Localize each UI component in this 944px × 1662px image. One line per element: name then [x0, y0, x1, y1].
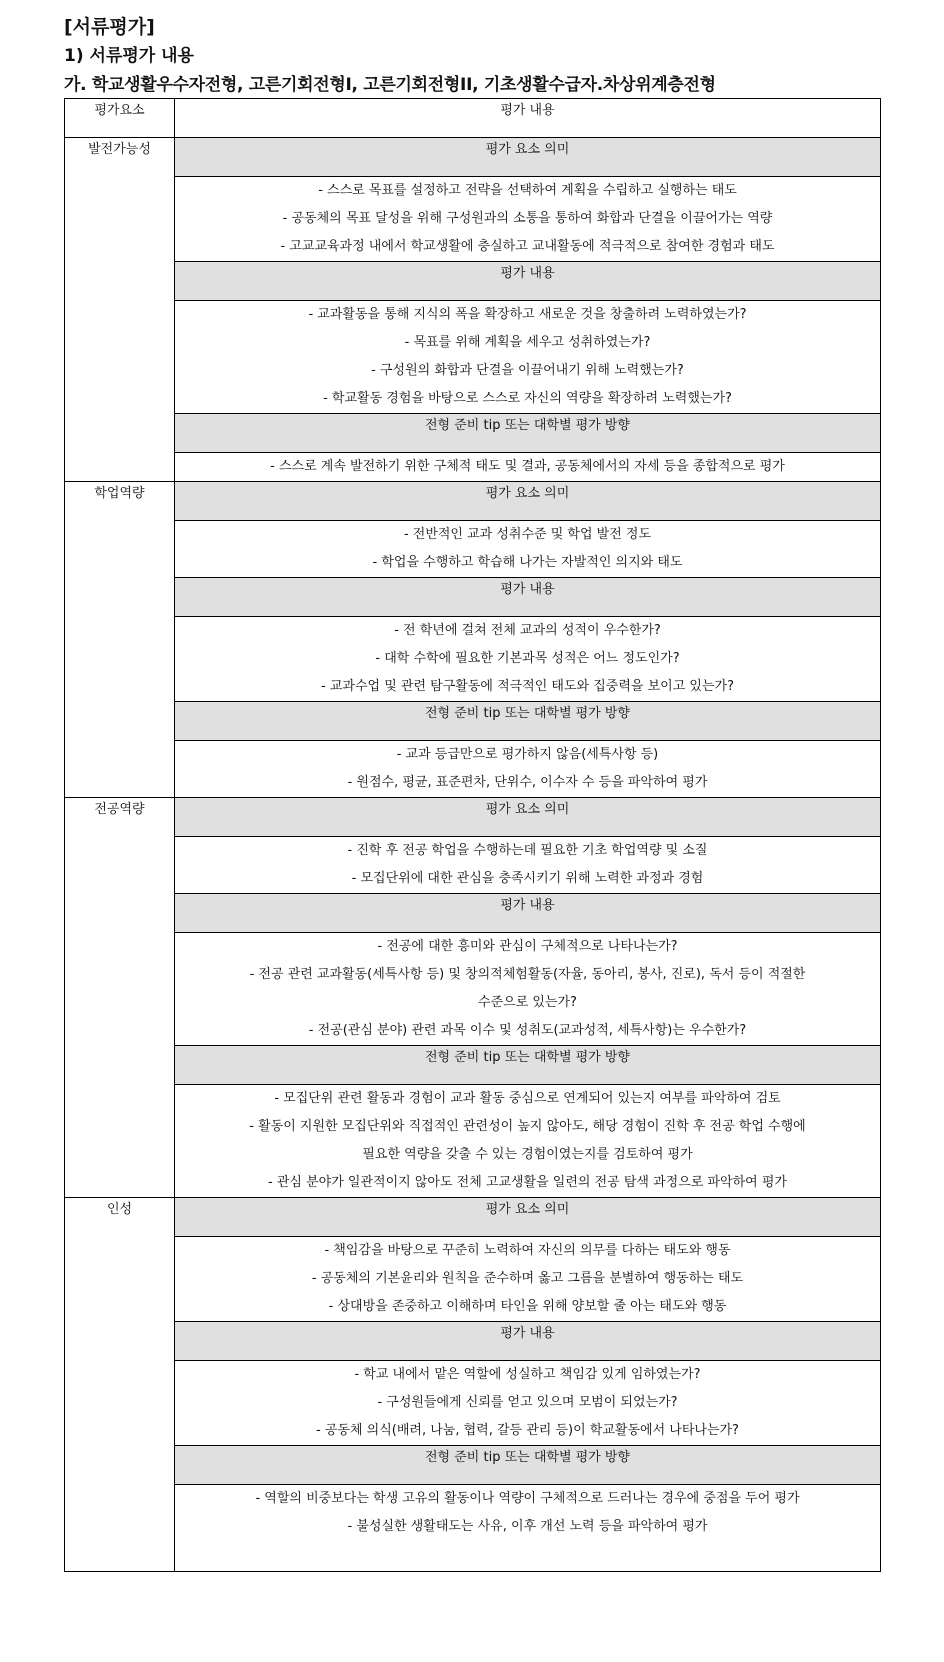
content-line: - 전공에 대한 흥미와 관심이 구체적으로 나타나는가?	[377, 939, 678, 954]
section-body-row	[65, 301, 881, 414]
content-line: - 교과수업 및 관련 탐구활동에 적극적인 태도와 집중력을 보이고 있는가?	[321, 679, 734, 694]
content-line: - 책임감을 바탕으로 꾸준히 노력하여 자신의 의무를 다하는 태도와 행동	[324, 1243, 731, 1258]
table-header-row	[65, 99, 881, 138]
section-label-row	[65, 138, 881, 177]
document-headings	[64, 12, 924, 100]
content-line: - 교과 등급만으로 평가하지 않음(세특사항 등)	[396, 747, 659, 762]
evaluation-table-body	[65, 99, 881, 1572]
section-body	[175, 1361, 881, 1446]
content-line: - 모집단위 관련 활동과 경험이 교과 활동 중심으로 연계되어 있는지 여부를 파악하여 검토	[274, 1091, 781, 1106]
content-line: - 학교활동 경험을 바탕으로 스스로 자신의 역량을 확장하려 노력했는가?	[323, 391, 732, 406]
section-body	[175, 1485, 881, 1572]
content-line: - 원점수, 평균, 표준편차, 단위수, 이수자 수 등을 파악하여 평가	[347, 775, 708, 790]
section-label: 평가 요소 의미	[175, 138, 881, 177]
content-line: - 역할의 비중보다는 학생 고유의 활동이나 역량이 구체적으로 드러나는 경우에 중점을 두어 평가	[255, 1491, 800, 1506]
section-body-row	[65, 741, 881, 798]
section-label: 평가 요소 의미	[175, 482, 881, 521]
section-label-row	[65, 578, 881, 617]
content-line: - 공동체의 기본윤리와 원칙을 준수하며 옳고 그름을 분별하여 행동하는 태도	[311, 1271, 744, 1286]
section-label: 전형 준비 tip 또는 대학별 평가 방향	[175, 702, 881, 741]
section-body-row	[65, 453, 881, 482]
section-body-row	[65, 1237, 881, 1322]
section-body	[175, 933, 881, 1046]
content-line: - 구성원의 화합과 단결을 이끌어내기 위해 노력했는가?	[371, 363, 684, 378]
header-evaluation-content: 평가 내용	[175, 99, 881, 138]
content-line: - 상대방을 존중하고 이해하며 타인을 위해 양보할 줄 아는 태도와 행동	[328, 1299, 727, 1314]
section-body-row	[65, 617, 881, 702]
section-label: 전형 준비 tip 또는 대학별 평가 방향	[175, 1446, 881, 1485]
section-body-row	[65, 521, 881, 578]
section-label: 평가 내용	[175, 894, 881, 933]
content-line: - 불성실한 생활태도는 사유, 이후 개선 노력 등을 파악하여 평가	[347, 1519, 708, 1534]
section-body	[175, 301, 881, 414]
subsection-title: 가. 학교생활우수자전형, 고른기회전형I, 고른기회전형II, 기초생활수급자.차상위계층전형	[64, 75, 716, 95]
content-line: - 전공 관련 교과활동(세특사항 등) 및 창의적체험활동(자율, 동아리, 봉사, 진로), 독서 등이 적절한	[249, 967, 806, 982]
content-line: 필요한 역량을 갖출 수 있는 경험이였는지를 검토하여 평가	[362, 1147, 693, 1162]
section-label-row	[65, 702, 881, 741]
section-body	[175, 177, 881, 262]
content-line: - 스스로 계속 발전하기 위한 구체적 태도 및 결과, 공동체에서의 자세 등을 종합적으로 평가	[270, 459, 785, 474]
evaluation-element-name: 발전가능성	[65, 138, 175, 482]
evaluation-element-name: 학업역량	[65, 482, 175, 798]
content-line: - 진학 후 전공 학업을 수행하는데 필요한 기초 학업역량 및 소질	[347, 843, 708, 858]
section-label: 평가 내용	[175, 1322, 881, 1361]
content-line: - 대학 수학에 필요한 기본과목 성적은 어느 정도인가?	[375, 651, 680, 666]
section-label-row	[65, 262, 881, 301]
content-line: - 학업을 수행하고 학습해 나가는 자발적인 의지와 태도	[372, 555, 683, 570]
section-title: 1) 서류평가 내용	[64, 46, 194, 66]
section-body-row	[65, 177, 881, 262]
content-line: - 전공(관심 분야) 관련 과목 이수 및 성취도(교과성적, 세특사항)는 우수한가?	[308, 1023, 747, 1038]
content-line: - 목표를 위해 계획을 세우고 성취하였는가?	[404, 335, 651, 350]
section-label: 전형 준비 tip 또는 대학별 평가 방향	[175, 1046, 881, 1085]
section-label-row	[65, 1046, 881, 1085]
section-label-row	[65, 1198, 881, 1237]
section-label: 평가 내용	[175, 578, 881, 617]
content-line: 수준으로 있는가?	[478, 995, 577, 1010]
content-line: - 공동체 의식(배려, 나눔, 협력, 갈등 관리 등)이 학교활동에서 나타나는가?	[316, 1423, 739, 1438]
content-line: - 공동체의 목표 달성을 위해 구성원과의 소통을 통하여 화합과 단결을 이끌어가는 역량	[282, 211, 773, 226]
section-body-row	[65, 1085, 881, 1198]
content-line: - 전 학년에 걸쳐 전체 교과의 성적이 우수한가?	[394, 623, 661, 638]
evaluation-element-name: 전공역량	[65, 798, 175, 1198]
section-label-row	[65, 894, 881, 933]
section-label-row	[65, 1446, 881, 1485]
section-label: 전형 준비 tip 또는 대학별 평가 방향	[175, 414, 881, 453]
section-body	[175, 521, 881, 578]
section-body	[175, 1085, 881, 1198]
section-body	[175, 617, 881, 702]
section-label: 평가 내용	[175, 262, 881, 301]
evaluation-element-name: 인성	[65, 1198, 175, 1572]
section-label: 평가 요소 의미	[175, 798, 881, 837]
section-label-row	[65, 1322, 881, 1361]
section-label-row	[65, 798, 881, 837]
section-body	[175, 453, 881, 482]
section-label-row	[65, 482, 881, 521]
section-label-row	[65, 414, 881, 453]
content-line: - 학교 내에서 맡은 역할에 성실하고 책임감 있게 임하였는가?	[354, 1367, 701, 1382]
content-line: - 활동이 지원한 모집단위와 직접적인 관련성이 높지 않아도, 해당 경험이 진학 후 전공 학업 수행에	[249, 1119, 806, 1134]
evaluation-table	[64, 98, 881, 1572]
section-body-row	[65, 1361, 881, 1446]
content-line: - 스스로 목표를 설정하고 전략을 선택하여 계획을 수립하고 실행하는 태도	[318, 183, 737, 198]
content-line: - 모집단위에 대한 관심을 충족시키기 위해 노력한 과정과 경험	[351, 871, 704, 886]
content-line: - 전반적인 교과 성취수준 및 학업 발전 정도	[403, 527, 652, 542]
section-body	[175, 837, 881, 894]
header-evaluation-element: 평가요소	[65, 99, 175, 138]
content-line: - 교과활동을 통해 지식의 폭을 확장하고 새로운 것을 창출하려 노력하였는가?	[308, 307, 747, 322]
section-body-row	[65, 1485, 881, 1572]
content-line: - 관심 분야가 일관적이지 않아도 전체 고교생활을 일련의 전공 탐색 과정으로 파악하여 평가	[268, 1175, 787, 1190]
section-body	[175, 1237, 881, 1322]
section-body	[175, 741, 881, 798]
section-body-row	[65, 837, 881, 894]
document-title: [서류평가]	[64, 16, 155, 38]
section-label: 평가 요소 의미	[175, 1198, 881, 1237]
content-line: - 고교교육과정 내에서 학교생활에 충실하고 교내활동에 적극적으로 참여한 경험과 태도	[280, 239, 775, 254]
section-body-row	[65, 933, 881, 1046]
content-line: - 구성원들에게 신뢰를 얻고 있으며 모범이 되었는가?	[377, 1395, 678, 1410]
